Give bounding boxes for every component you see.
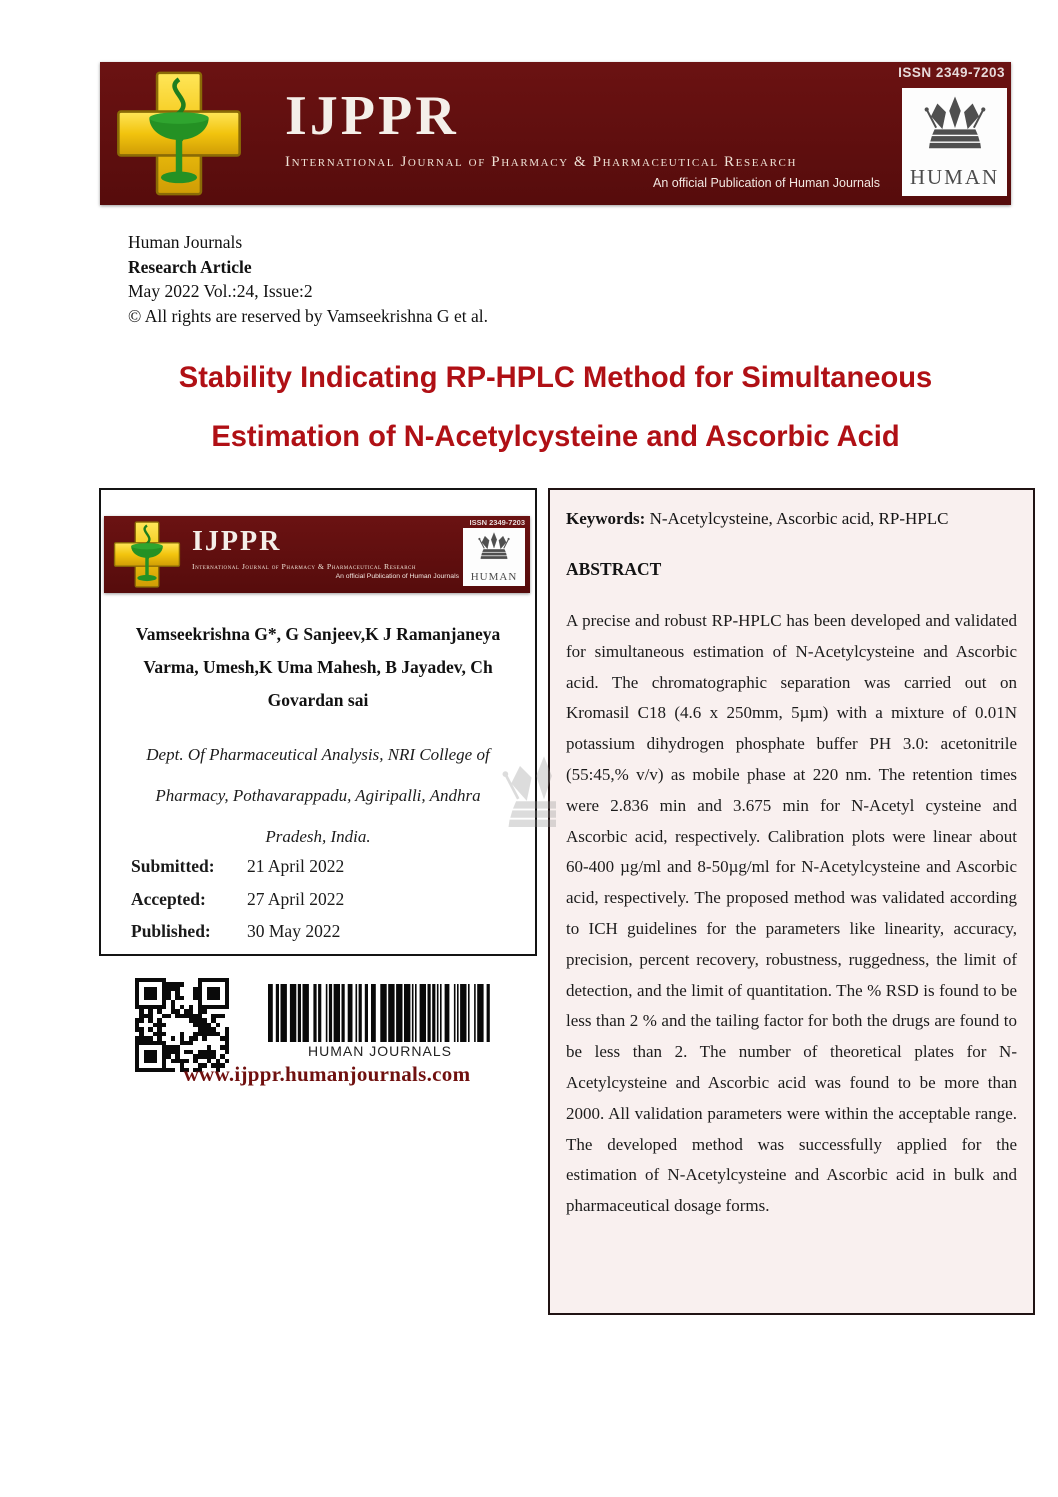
issn-number: ISSN 2349-7203 [898, 65, 1005, 80]
accepted-label: Accepted: [131, 888, 206, 909]
abstract-text: A precise and robust RP-HPLC has been developed and validated for simultaneous estimation of N-Acetylcysteine and Ascorbic acid. The chromatographic separation was carried out on Kromasil C18 (4.6 x 250mm, 5µm) with a mixture of 0.01N potassium dihydrogen phosphate buffer PH 3.0: acetonitrile (55:45,% v/v) as mobile phase at 220 nm. The retention times were 2.836 min and 3.675 min for N-Acetyl cysteine and Ascorbic acid, respectively. Calibration plots were linear about 60-400 µg/ml and 8-50µg/ml for N-Acetylcysteine and Ascorbic acid, respectively. The proposed method was validated according to ICH guidelines for the parameters like linearity, accuracy, precision, percent recovery, robustness, ruggedness, the limit of detection, and the limit of quantitation. The % RSD is found to be less than 2 % and the tailing factor for both the drugs are found to be less than 2. The number of theoretical plates for N-Acetylcysteine and Ascorbic acid was found to be more than 2000. All validation parameters were within the acceptable range. The developed method was successfully applied for the estimation of N-Acetylcysteine and Ascorbic acid in bulk and pharmaceutical dosage forms. [566, 611, 1017, 1216]
journal-acronym-mini: IJPPR [192, 526, 282, 557]
human-journals-logo-mini [463, 528, 525, 586]
journal-tagline-mini: An official Publication of Human Journals [335, 573, 459, 580]
submitted-value: 21 April 2022 [247, 856, 345, 876]
crown-icon-mini [475, 532, 513, 564]
crown-icon [919, 96, 991, 158]
accepted-row [131, 883, 511, 916]
published-value: 30 May 2022 [247, 921, 341, 941]
article-type-line: Research Article [128, 256, 252, 277]
article-title [114, 348, 998, 466]
copyright-line: © All rights are reserved by Vamseekrishna G et al. [128, 305, 488, 326]
article-meta [128, 230, 488, 328]
author-info-card [99, 488, 537, 956]
keywords-line [566, 509, 1017, 529]
published-row [131, 915, 511, 948]
keywords-label: Keywords: [566, 509, 646, 528]
issn-number-mini: ISSN 2349-7203 [469, 518, 525, 527]
publisher-line: Human Journals [128, 232, 243, 252]
human-logo-label: HUMAN [909, 165, 1000, 189]
keywords-value: N-Acetylcysteine, Ascorbic acid, RP-HPLC [649, 509, 949, 528]
barcode-bars [268, 984, 492, 1042]
pharmacy-cross-icon [114, 69, 244, 198]
journal-full-name: International Journal of Pharmacy & Pharmaceutical Research [285, 154, 797, 170]
journal-banner [100, 62, 1011, 205]
issue-line: May 2022 Vol.:24, Issue:2 [128, 281, 313, 301]
published-label: Published: [131, 921, 211, 941]
barcode [268, 984, 492, 1059]
journal-tagline: An official Publication of Human Journals [653, 176, 880, 190]
author-names: Vamseekrishna G*, G Sanjeev,K J Ramanjaneya Varma, Umesh,K Uma Mahesh, B Jayadev, Ch Govardan sai [135, 624, 501, 710]
submitted-label: Submitted: [131, 856, 215, 876]
human-logo-label-mini: HUMAN [470, 571, 518, 583]
submission-dates [131, 850, 511, 948]
submitted-row [131, 850, 511, 883]
article-title-line2: Estimation of N-Acetylcysteine and Ascorbic Acid [211, 420, 900, 453]
journal-banner-mini [104, 516, 530, 593]
barcode-label: HUMAN JOURNALS [308, 1043, 452, 1059]
journal-full-name-mini: International Journal of Pharmacy & Pharmaceutical Research [192, 562, 416, 571]
abstract-card [548, 488, 1035, 1315]
journal-acronym: IJPPR [285, 85, 459, 147]
author-affiliation: Dept. Of Pharmaceutical Analysis, NRI College of Pharmacy, Pothavarappadu, Agiripalli, Andhra Pradesh, India. [146, 745, 490, 846]
qr-code [135, 978, 229, 1072]
journal-website-link[interactable]: www.ijppr.humanjournals.com [183, 1062, 471, 1086]
accepted-value: 27 April 2022 [247, 888, 345, 909]
article-title-line1: Stability Indicating RP-HPLC Method for Simultaneous [178, 361, 933, 394]
pharmacy-cross-icon-mini [112, 520, 182, 589]
human-journals-logo [902, 88, 1007, 196]
abstract-heading: ABSTRACT [566, 559, 662, 579]
